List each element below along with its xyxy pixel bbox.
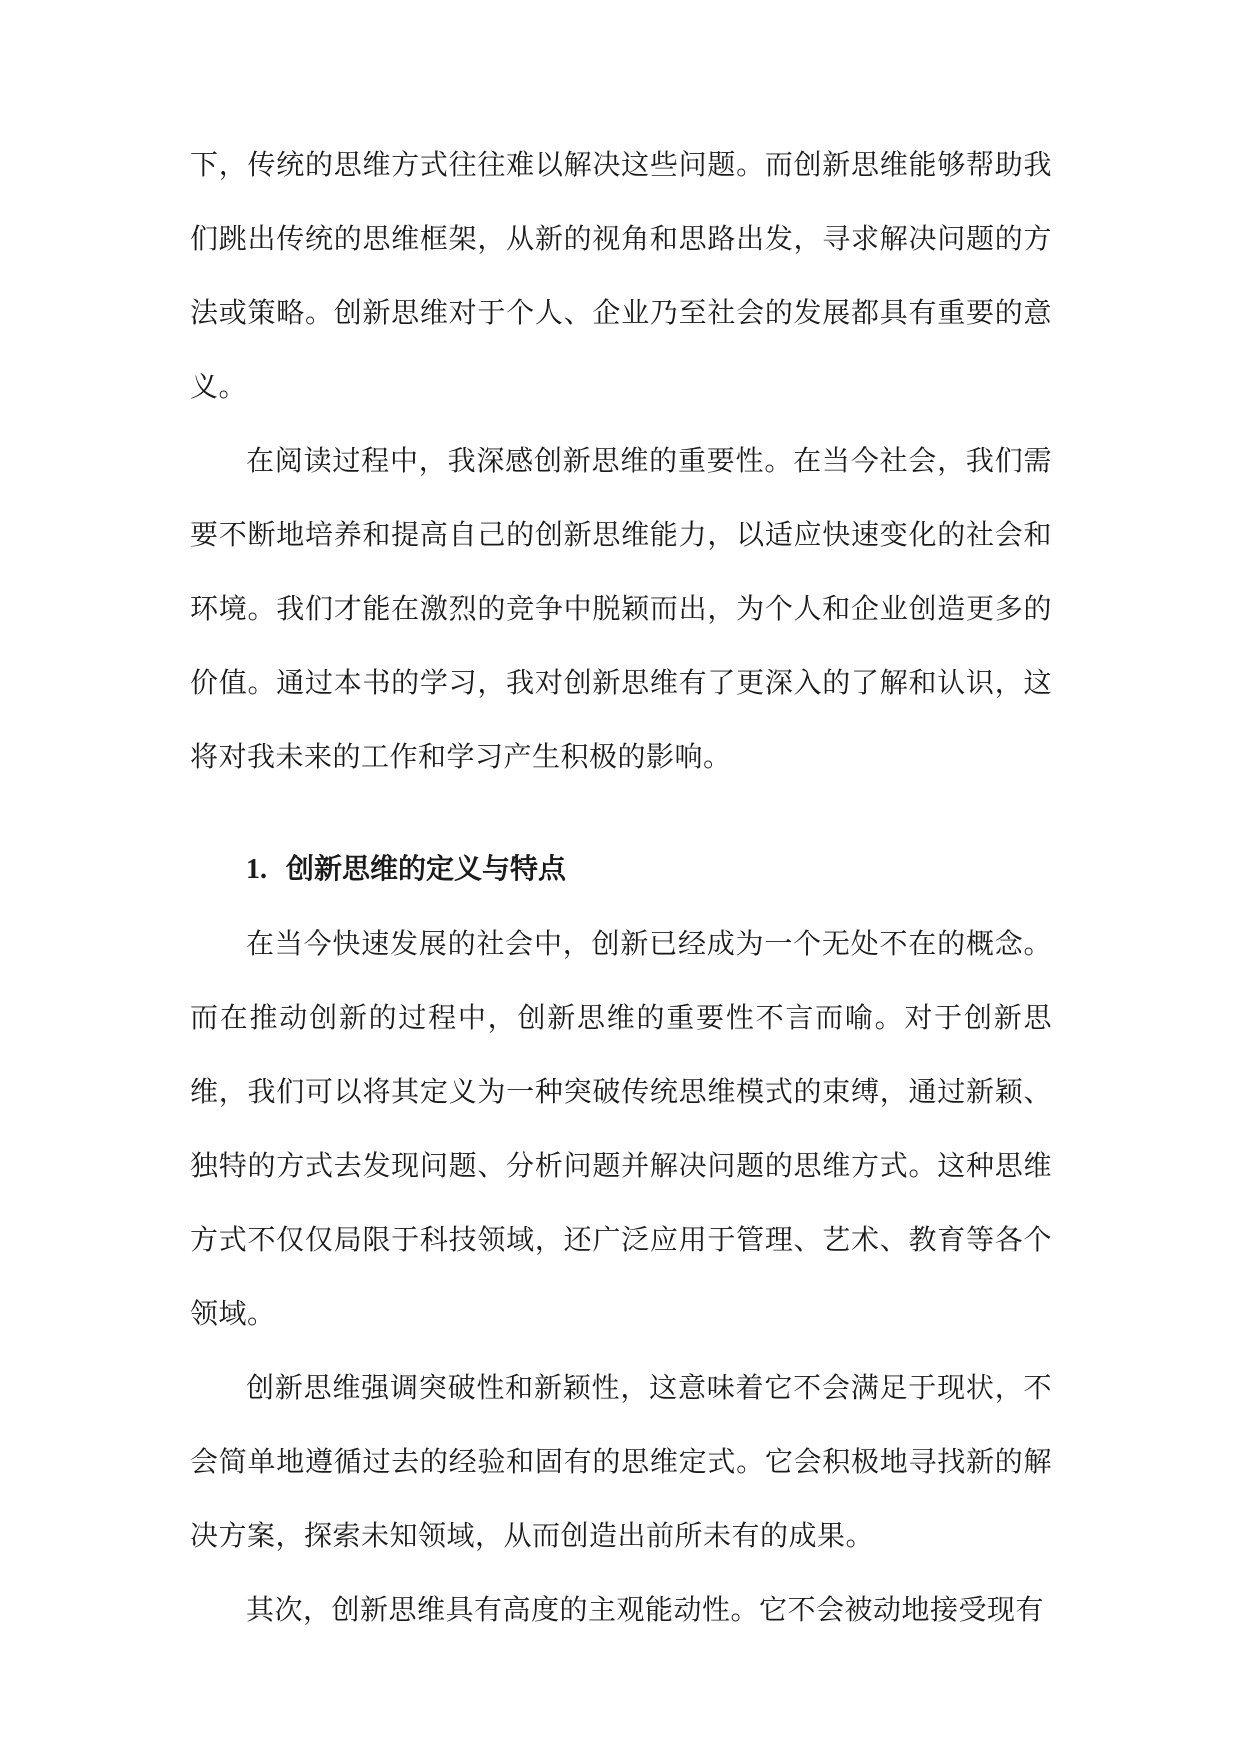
paragraph-reading-reflection: 在阅读过程中，我深感创新思维的重要性。在当今社会，我们需要不断地培养和提高自己的创新思维能力，以适应快速变化的社会和环境。我们才能在激烈的竞争中脱颖而出，为个人和企业创造更多的价值。通过本书的学习，我对创新思维有了更深入的了解和认识，这将对我未来的工作和学习产生积极的影响。 (190, 444, 1052, 773)
paragraph-continuation: 下，传统的思维方式往往难以解决这些问题。而创新思维能够帮助我们跳出传统的思维框架，从新的视角和思路出发，寻求解决问题的方法或策略。创新思维对于个人、企业乃至社会的发展都具有重要的意义。 (190, 148, 1052, 403)
section-number: 1. (246, 854, 267, 885)
section-heading (190, 832, 1052, 907)
paragraph-novelty: 创新思维强调突破性和新颖性，这意味着它不会满足于现状，不会简单地遵循过去的经验和固有的思维定式。它会积极地寻找新的解决方案，探索未知领域，从而创造出前所未有的成果。 (190, 1371, 1052, 1552)
section-title: 创新思维的定义与特点 (286, 852, 567, 885)
paragraph-definition: 在当今快速发展的社会中，创新已经成为一个无处不在的概念。而在推动创新的过程中，创新思维的重要性不言而喻。对于创新思维，我们可以将其定义为一种突破传统思维模式的束缚，通过新颖、独特的方式去发现问题、分析问题并解决问题的思维方式。这种思维方式不仅仅局限于科技领域，还广泛应用于管理、艺术、教育等各个领域。 (190, 927, 1052, 1330)
document-page (190, 128, 1052, 1647)
paragraph-initiative: 其次，创新思维具有高度的主观能动性。它不会被动地接受现有 (246, 1593, 1045, 1626)
